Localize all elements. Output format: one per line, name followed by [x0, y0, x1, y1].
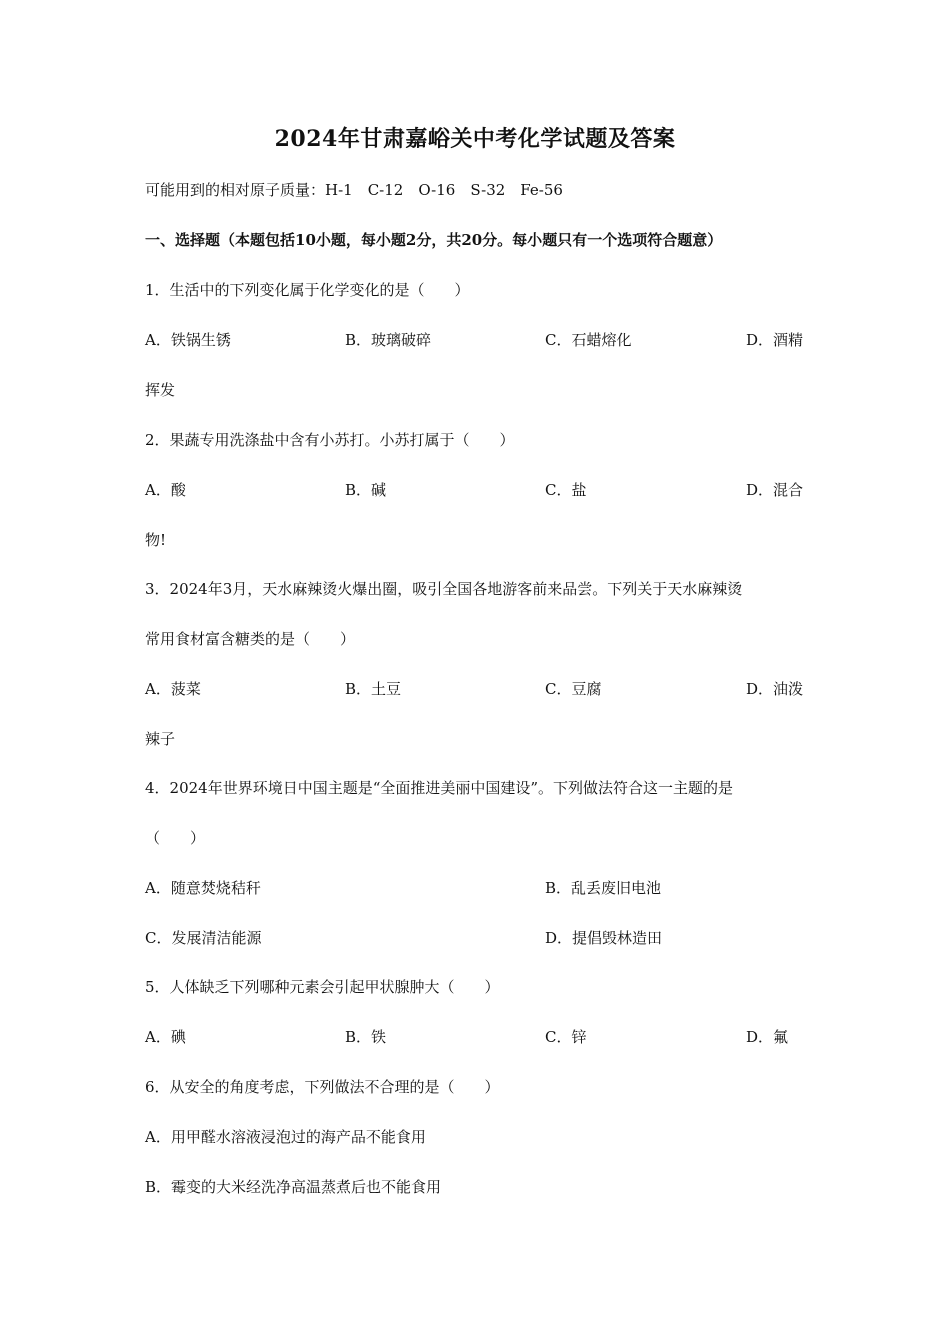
question-2-option-d: D．混合: [746, 481, 804, 499]
question-6-stem: 6．从安全的角度考虑，下列做法不合理的是（ ）: [145, 1078, 500, 1096]
question-5-option-b: B．铁: [345, 1028, 387, 1046]
question-6-option-b: B．霉变的大米经洗净高温蒸煮后也不能食用: [145, 1178, 442, 1196]
question-5-option-c: C．锌: [545, 1028, 587, 1046]
question-4-option-b: B．乱丢废旧电池: [545, 879, 662, 897]
section-heading: 一、选择题（本题包括10小题，每小题2分，共20分。每小题只有一个选项符合题意）: [145, 231, 723, 249]
question-4-stem: 4．2024年世界环境日中国主题是“全面推进美丽中国建设”。下列做法符合这一主题的是: [145, 779, 734, 797]
question-4-stem-continued: （ ）: [145, 829, 206, 847]
question-3-option-d: D．油泼: [746, 680, 804, 698]
question-1-option-a: A．铁锅生锈: [145, 331, 231, 349]
question-2-option-d-wrap: 物!: [145, 531, 167, 549]
question-3-option-a: A．菠菜: [145, 680, 201, 698]
question-2-option-a: A．酸: [145, 481, 186, 499]
question-3-option-c: C．豆腐: [545, 680, 602, 698]
question-1-option-b: B．玻璃破碎: [345, 331, 432, 349]
question-4-option-a: A．随意焚烧秸秆: [145, 879, 261, 897]
question-2-option-b: B．碱: [345, 481, 387, 499]
question-6-option-a: A．用甲醛水溶液浸泡过的海产品不能食用: [145, 1128, 426, 1146]
question-4-option-c: C．发展清洁能源: [145, 929, 262, 947]
document-title: 2024年甘肃嘉峪关中考化学试题及答案: [274, 126, 676, 152]
question-5-option-d: D．氟: [746, 1028, 789, 1046]
question-5-option-a: A．碘: [145, 1028, 186, 1046]
question-2-option-c: C．盐: [545, 481, 587, 499]
question-3-option-d-wrap: 辣子: [145, 730, 176, 748]
question-4-option-d: D．提倡毁林造田: [545, 929, 663, 947]
question-3-stem-continued: 常用食材富含糖类的是（ ）: [145, 630, 356, 648]
question-1-option-d: D．酒精: [746, 331, 804, 349]
question-5-stem: 5．人体缺乏下列哪种元素会引起甲状腺肿大（ ）: [145, 978, 500, 996]
question-3-stem: 3．2024年3月，天水麻辣烫火爆出圈，吸引全国各地游客前来品尝。下列关于天水麻辣烫: [145, 580, 743, 598]
question-1-stem: 1．生活中的下列变化属于化学变化的是（ ）: [145, 281, 470, 299]
atomic-mass-note: 可能用到的相对原子质量：H-1 C-12 O-16 S-32 Fe-56: [145, 181, 563, 199]
question-1-option-c: C．石蜡熔化: [545, 331, 632, 349]
question-3-option-b: B．土豆: [345, 680, 402, 698]
question-1-option-d-wrap: 挥发: [145, 381, 176, 399]
question-2-stem: 2．果蔬专用洗涤盐中含有小苏打。小苏打属于（ ）: [145, 431, 515, 449]
